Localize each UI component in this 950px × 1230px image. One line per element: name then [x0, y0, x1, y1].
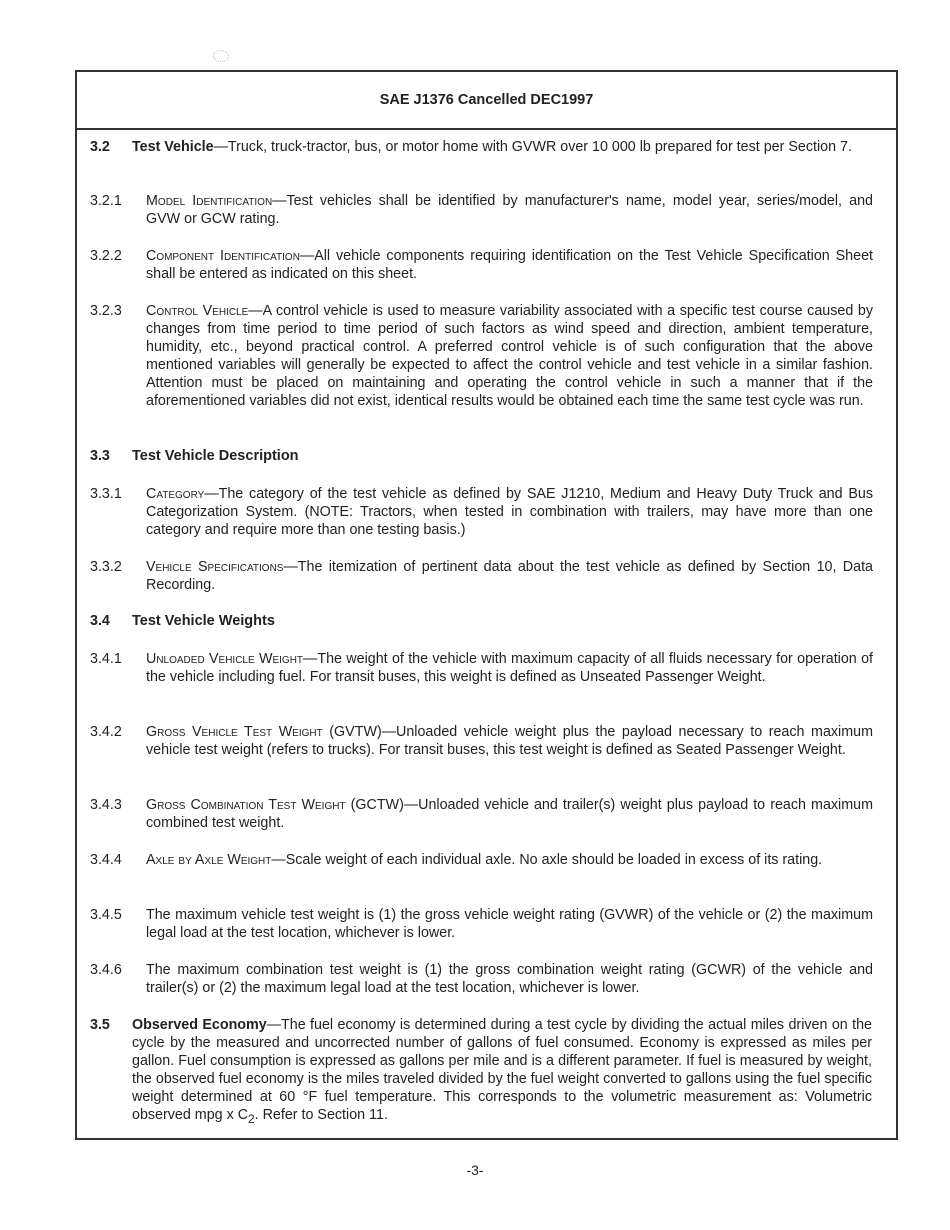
scan-artifact — [213, 50, 229, 62]
section-number: 3.4 — [90, 613, 110, 629]
section-number: 3.2.3 — [90, 303, 122, 319]
section-heading: Test Vehicle Description — [132, 448, 299, 464]
section-text: Category—The category of the test vehicle as defined by SAE J1210, Medium and Heavy Duty Truck and Bus Categorization System. (NOTE: Tractors, when tested in combination with trailers, may have more than one category and require more than one testing basis.) — [146, 486, 873, 538]
section-number: 3.3 — [90, 448, 110, 464]
section-text: Component Identification—All vehicle components requiring identification on the Test Vehicle Specification Sheet shall be entered as indicated on this sheet. — [146, 248, 873, 282]
section-number: 3.3.1 — [90, 486, 122, 502]
section-number: 3.5 — [90, 1017, 110, 1033]
section-text: The maximum combination test weight is (1) the gross combination weight rating (GCWR) of the vehicle and trailer(s) or (2) the maximum legal load at the test location, whichever is lower. — [146, 962, 873, 996]
section-text: Unloaded Vehicle Weight—The weight of the vehicle with maximum capacity of all fluids necessary for operation of the vehicle including fuel. For transit buses, this weight is defined as Unseated Passenger Weight. — [146, 651, 873, 685]
section-text: Test Vehicle—Truck, truck-tractor, bus, or motor home with GVWR over 10 000 lb prepared for test per Section 7. — [132, 139, 852, 155]
section-heading: Test Vehicle Weights — [132, 613, 275, 629]
section-number: 3.4.2 — [90, 724, 122, 740]
page-number: -3- — [466, 1162, 484, 1178]
section-text: Vehicle Specifications—The itemization of pertinent data about the test vehicle as defined by Section 10, Data Recording. — [146, 559, 873, 593]
section-text: The maximum vehicle test weight is (1) the gross vehicle weight rating (GVWR) of the vehicle or (2) the maximum legal load at the test location, whichever is lower. — [146, 907, 873, 941]
document-frame — [75, 70, 898, 1140]
section-text: Control Vehicle—A control vehicle is used to measure variability associated with a specific test course caused by changes from time period to time period of such factors as wind speed and direction, ambient temperature, humidity, etc., beyond practical control. A preferred control vehicle is of such configuration that the above mentioned variables will generally be expected to affect the control vehicle and test vehicle in a similar fashion. Attention must be placed on maintaining and operating the control vehicle in such a manner that if the aforementioned variables did not exist, identical results would be obtained each time the same test cycle was run. — [146, 303, 873, 409]
section-number: 3.4.1 — [90, 651, 122, 667]
section-number: 3.2.2 — [90, 248, 122, 264]
section-number: 3.4.5 — [90, 907, 122, 923]
section-number: 3.2.1 — [90, 193, 122, 209]
section-text: Model Identification—Test vehicles shall be identified by manufacturer's name, model year, series/model, and GVW or GCW rating. — [146, 193, 873, 227]
page-header-title: SAE J1376 Cancelled DEC1997 — [77, 72, 896, 130]
section-number: 3.4.6 — [90, 962, 122, 978]
section-text: Observed Economy—The fuel economy is determined during a test cycle by dividing the actual miles driven on the cycle by the measured and uncorrected number of gallons of fuel consumed. Economy is expressed as miles per gallon. Fuel consumption is expressed as gallons per mile and is a different parameter. If fuel is measured by weight, the observed fuel economy is the miles traveled divided by the fuel weight converted to gallons using the fuel specific weight determined at 60 °F fuel temperature. This corresponds to the volumetric measurement as: Volumetric observed mpg x $C_2$. Refer to Section 11. — [132, 1017, 872, 1126]
section-text: Gross Combination Test Weight (GCTW)—Unloaded vehicle and trailer(s) weight plus payload to reach maximum combined test weight. — [146, 797, 873, 831]
section-number: 3.2 — [90, 139, 110, 155]
section-text: Axle by Axle Weight—Scale weight of each individual axle. No axle should be loaded in excess of its rating. — [146, 852, 823, 868]
section-text: Gross Vehicle Test Weight (GVTW)—Unloaded vehicle weight plus the payload necessary to reach maximum vehicle test weight (refers to trucks). For transit buses, this test weight is defined as Seated Passenger Weight. — [146, 724, 873, 758]
section-number: 3.3.2 — [90, 559, 122, 575]
section-number: 3.4.4 — [90, 852, 122, 868]
section-number: 3.4.3 — [90, 797, 122, 813]
